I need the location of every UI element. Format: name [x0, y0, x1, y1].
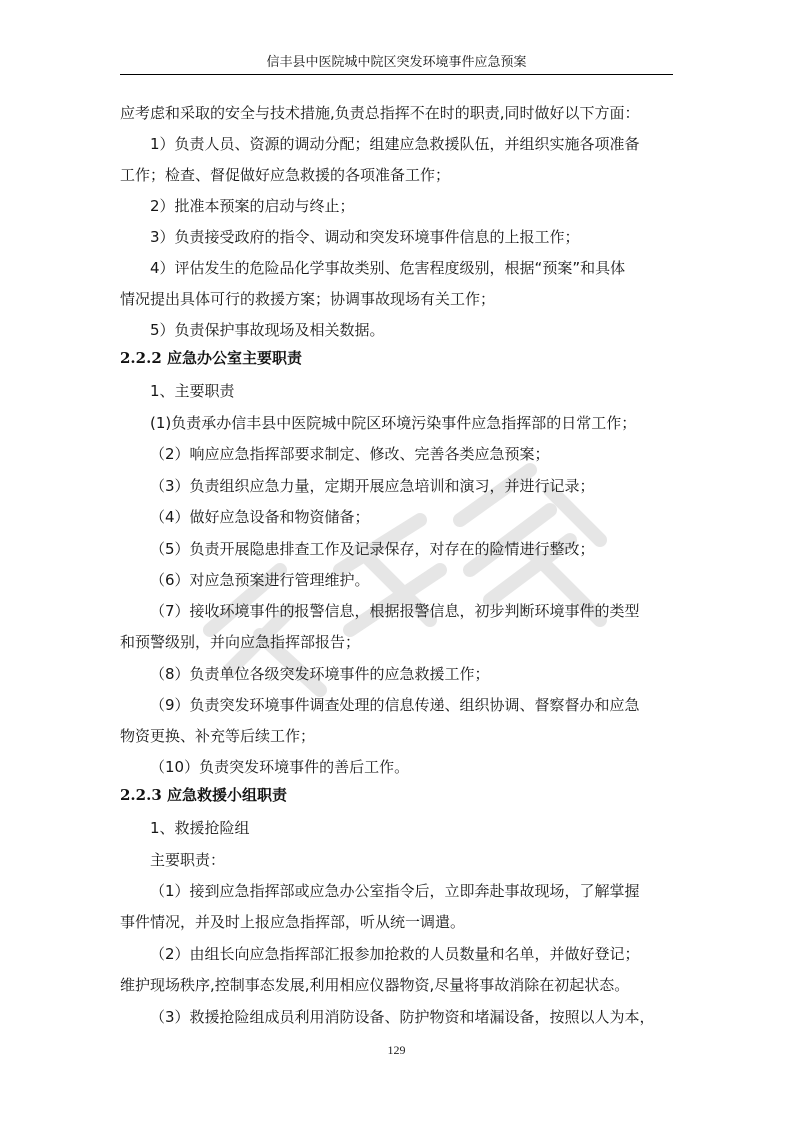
running-header: 信丰县中医院城中院区突发环境事件应急预案: [120, 54, 673, 75]
section-heading-2-2-2: 2.2.2 应急办公室主要职责: [120, 349, 302, 367]
page-number: 129: [387, 1043, 406, 1057]
paragraph-line: 2）批准本预案的启动与终止；: [150, 197, 355, 215]
list-item: （8）负责单位各级突发环境事件的应急救援工作；: [150, 665, 490, 683]
list-item: （2）响应应急指挥部要求制定、修改、完善各类应急预案；: [150, 445, 550, 463]
paragraph-line: 5）负责保护事故现场及相关数据。: [150, 321, 385, 339]
paragraph-line: 1）负责人员、资源的调动分配；组建应急救援队伍，并组织实施各项准备: [150, 135, 640, 153]
list-item: （4）做好应急设备和物资储备；: [150, 508, 370, 526]
paragraph-line: 1、救援抢险组: [150, 819, 250, 837]
list-item: （3）救援抢险组成员利用消防设备、防护物资和堵漏设备，按照以人为本，: [150, 1008, 655, 1026]
paragraph-line: 3）负责接受政府的指令、调动和突发环境事件信息的上报工作；: [150, 228, 580, 246]
list-item: （2）由组长向应急指挥部汇报参加抢救的人员数量和名单，并做好登记；: [150, 945, 640, 963]
paragraph-line: 应考虑和采取的安全与技术措施,负责总指挥不在时的职责,同时做好以下方面：: [120, 104, 640, 122]
paragraph-line: 工作；检查、督促做好应急救援的各项准备工作；: [120, 166, 451, 184]
list-item-continuation: 物资更换、补充等后续工作；: [120, 727, 316, 745]
paragraph-line: 1、主要职责: [150, 382, 235, 400]
list-item: （7）接收环境事件的报警信息，根据报警信息，初步判断环境事件的类型: [150, 602, 640, 620]
list-item: （9）负责突发环境事件调查处理的信息传递、组织协调、督察督办和应急: [150, 696, 640, 714]
paragraph-line: 情况提出具体可行的救援方案；协调事故现场有关工作；: [120, 290, 496, 308]
list-item-continuation: 事件情况，并及时上报应急指挥部，听从统一调遣。: [120, 913, 466, 931]
list-item: （1）接到应急指挥部或应急办公室指令后，立即奔赴事故现场，了解掌握: [150, 882, 640, 900]
list-item: (1)负责承办信丰县中医院城中院区环境污染事件应急指挥部的日常工作；: [150, 414, 637, 432]
list-item: （10）负责突发环境事件的善后工作。: [150, 758, 410, 776]
paragraph-line: 主要职责：: [150, 851, 226, 869]
list-item: （6）对应急预案进行管理维护。: [150, 571, 370, 589]
section-heading-2-2-3: 2.2.3 应急救援小组职责: [120, 786, 287, 804]
list-item: （3）负责组织应急力量，定期开展应急培训和演习，并进行记录；: [150, 477, 595, 495]
list-item-continuation: 维护现场秩序,控制事态发展,利用相应仪器物资,尽量将事故消除在初起状态。: [120, 976, 630, 994]
paragraph-line: 4）评估发生的危险品化学事故类别、危害程度级别，根据“预案”和具体: [150, 259, 626, 277]
list-item-continuation: 和预警级别，并向应急指挥部报告；: [120, 633, 361, 651]
list-item: （5）负责开展隐患排查工作及记录保存，对存在的险情进行整改；: [150, 540, 595, 558]
